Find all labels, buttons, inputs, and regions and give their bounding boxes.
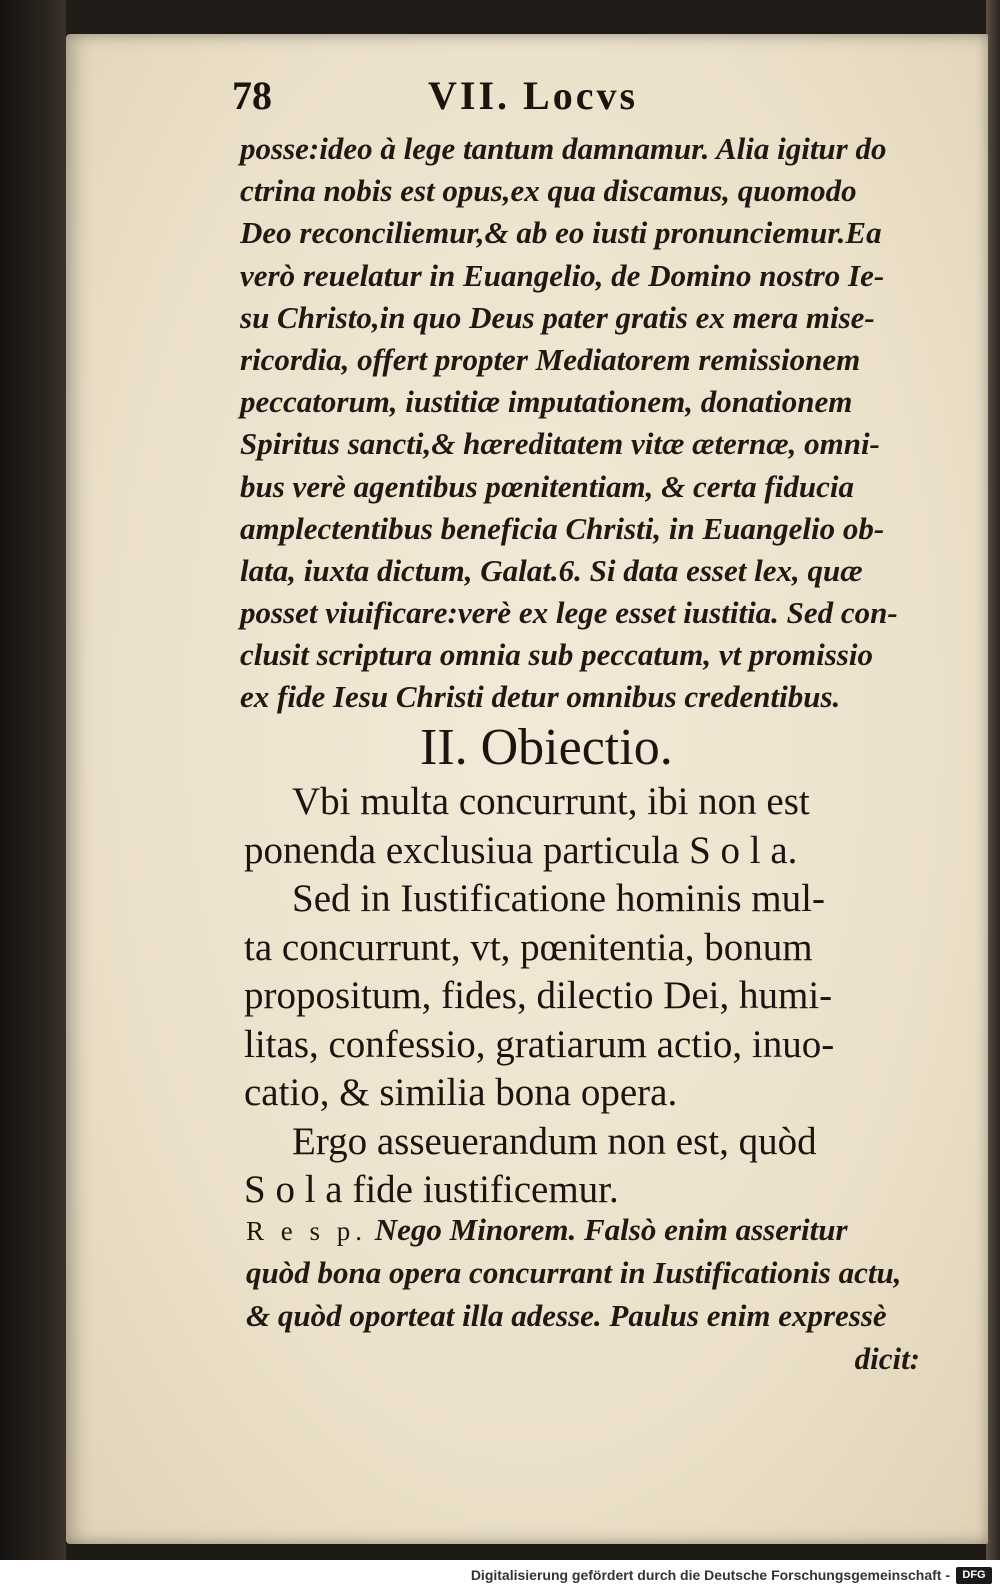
text-line: ponenda exclusiua particula S o l a. bbox=[244, 828, 798, 872]
response-paragraph bbox=[246, 1208, 946, 1380]
catchword: dicit: bbox=[854, 1341, 920, 1376]
text-line: verò reuelatur in Euangelio, de Domino nostro Ie- bbox=[240, 257, 885, 293]
text-line: posse:ideo à lege tantum damnamur. Alia igitur do bbox=[240, 131, 887, 166]
text-line: bus verè agentibus pœnitentiam, & certa fiducia bbox=[240, 468, 854, 504]
text-line: propositum, fides, dilectio Dei, humi- bbox=[244, 974, 833, 1017]
text-line: su Christo,in quo Deus pater gratis ex mera mise- bbox=[240, 299, 875, 335]
text-line: Ergo asseuerandum non est, quòd bbox=[292, 1119, 817, 1163]
page-header bbox=[232, 72, 932, 122]
text-line: ricordia, offert propter Mediatorem remissionem bbox=[240, 341, 861, 377]
text-line: lata, iuxta dictum, Galat.6. Si data esset lex, quæ bbox=[240, 552, 863, 588]
running-title: VII. Locvs bbox=[428, 73, 639, 118]
text-line: clusit scriptura omnia sub peccatum, vt promissio bbox=[240, 637, 873, 673]
text-line: Spiritus sancti,& hæreditatem vitæ æternæ, omni- bbox=[240, 426, 880, 462]
response-first-line bbox=[246, 1208, 946, 1251]
text-line: peccatorum, iustitiæ imputationem, donationem bbox=[240, 384, 853, 420]
italic-paragraph bbox=[240, 128, 940, 719]
text-line: amplectentibus beneficia Christi, in Euangelio ob- bbox=[240, 510, 885, 546]
text-line: ctrina nobis est opus,ex qua discamus, quomodo bbox=[240, 173, 857, 209]
text-line: litas, confessio, gratiarum actio, inuo- bbox=[244, 1022, 835, 1066]
text-line: ta concurrunt, vt, pœnitentia, bonum bbox=[244, 925, 813, 969]
book-spine bbox=[0, 0, 66, 1560]
text-line: Sed in Iustificatione hominis mul- bbox=[292, 877, 825, 920]
section-heading: II. Obiectio. bbox=[420, 719, 673, 776]
page-edge bbox=[986, 0, 1000, 1560]
text-line: posset viuificare:verè ex lege esset iustitia. Sed con- bbox=[240, 595, 898, 631]
page-number: 78 bbox=[232, 73, 272, 118]
footer-bar bbox=[0, 1560, 1000, 1590]
response-label: R e s p. bbox=[246, 1216, 367, 1246]
text-line: quòd bona opera concurrant in Iustificationis actu, bbox=[246, 1255, 902, 1290]
scan-background-top bbox=[0, 0, 1000, 34]
text-line: Deo reconciliemur,& ab eo iusti pronunciemur.Ea bbox=[240, 215, 882, 251]
text-line: ex fide Iesu Christi detur omnibus credentibus. bbox=[240, 679, 841, 715]
text-line: & quòd oporteat illa adesse. Paulus enim expressè bbox=[246, 1298, 887, 1333]
text-line: Vbi multa concurrunt, ibi non est bbox=[292, 780, 810, 823]
text-line: S o l a fide iustificemur. bbox=[244, 1168, 619, 1211]
dfg-logo-icon: DFG bbox=[956, 1567, 992, 1584]
text-line: catio, & similia bona opera. bbox=[244, 1071, 678, 1114]
funding-credit: Digitalisierung gefördert durch die Deutsche Forschungsgemeinschaft - bbox=[470, 1567, 950, 1583]
response-text: Nego Minorem. Falsò enim asseritur bbox=[374, 1212, 848, 1247]
objection-text bbox=[244, 778, 944, 1215]
